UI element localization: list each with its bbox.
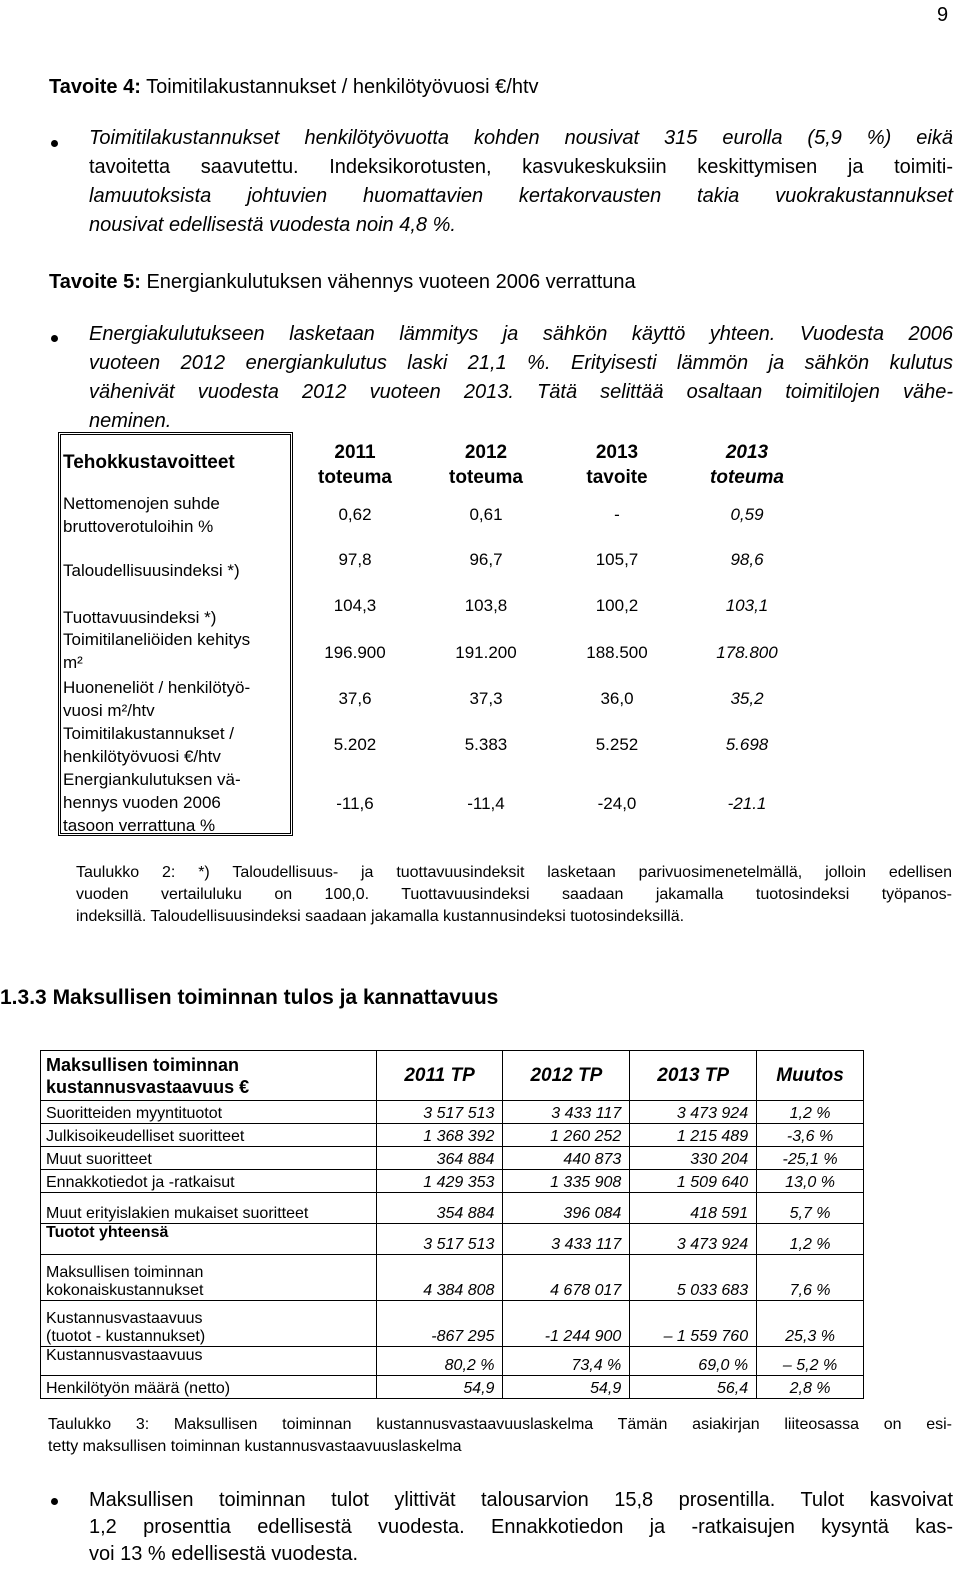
- caption-line: Taulukko 3: Maksullisen toiminnan kustannusvastaavuuslaskelma Tämän asiakirjan liiteosassa on esi-: [48, 1416, 952, 1433]
- table1-cell: 36,0: [600, 689, 634, 708]
- cell: 5,7 %: [757, 1193, 864, 1224]
- cell: 1,2 %: [757, 1224, 864, 1255]
- text-line: voi 13 % edellisestä vuodesta.: [89, 1543, 359, 1565]
- label-line: Toimitilaneliöiden kehitys: [63, 630, 251, 649]
- page-number: 9: [937, 4, 949, 26]
- col-header: 2012 TP: [503, 1051, 630, 1101]
- goal5-heading: [49, 271, 636, 294]
- col-year: 2013: [595, 442, 639, 463]
- goal5-title: Energiankulutuksen vähennys vuoteen 2006 verrattuna: [146, 271, 636, 293]
- goal4-bullet-text: [89, 124, 953, 240]
- text-line: nousivat edellisestä vuodesta noin 4,8 %.: [89, 214, 456, 236]
- cell: 3 433 117: [503, 1101, 630, 1124]
- label-line: Toimitilakustannukset /: [63, 724, 235, 743]
- cell: 1 260 252: [503, 1124, 630, 1147]
- text-line: Energiakulutukseen lasketaan lämmitys ja sähkön käyttö yhteen. Vuodesta 2006: [89, 323, 953, 345]
- label-line: kokonaiskustannukset: [46, 1282, 204, 1299]
- label-line: hennys vuoden 2006: [63, 793, 221, 812]
- table1-cell: 97,8: [338, 550, 372, 569]
- cell: 5 033 683: [630, 1255, 757, 1301]
- cell: 354 884: [376, 1193, 503, 1224]
- cell: 1 215 489: [630, 1124, 757, 1147]
- cell: 54,9: [376, 1376, 503, 1399]
- cell: 396 084: [503, 1193, 630, 1224]
- bullet-icon: [51, 335, 58, 342]
- col-year: 2011: [334, 442, 376, 463]
- cell: 69,0 %: [630, 1347, 757, 1376]
- label-line: Maksullisen toiminnan: [46, 1054, 240, 1075]
- cell: 56,4: [630, 1376, 757, 1399]
- cell: 418 591: [630, 1193, 757, 1224]
- cell: – 1 559 760: [630, 1301, 757, 1347]
- table-row: [41, 1124, 864, 1147]
- text-line: tavoitetta saavutettu. Indeksikorotusten, kasvukeskuksiin keskittymisen ja toimiti-: [89, 156, 953, 178]
- goal5-bullet-text: [89, 320, 953, 436]
- goal4-label: Tavoite 4:: [49, 76, 141, 98]
- cell: 1 335 908: [503, 1170, 630, 1193]
- table1-cell: 35,2: [730, 689, 764, 708]
- table-row: [41, 1193, 864, 1224]
- cell: – 5,2 %: [757, 1347, 864, 1376]
- caption-line: indeksillä. Taloudellisuusindeksi saadaan jakamalla kustannusindeksi tuotosindeksillä.: [76, 908, 685, 925]
- cell: 25,3 %: [757, 1301, 864, 1347]
- cell: 4 678 017: [503, 1255, 630, 1301]
- table1-cell: 105,7: [595, 550, 639, 569]
- table-row: [41, 1170, 864, 1193]
- table1-cell: 5.383: [464, 735, 508, 754]
- table-row: [41, 1101, 864, 1124]
- final-bullet-text: [89, 1487, 953, 1568]
- row-label: Henkilötyön määrä (netto): [41, 1376, 377, 1399]
- table1-cell: 5.698: [725, 735, 769, 754]
- table1-cell: 104,3: [333, 596, 377, 615]
- goal5-label: Tavoite 5:: [49, 271, 141, 293]
- cell: -25,1 %: [757, 1147, 864, 1170]
- table1-cell: 188.500: [586, 643, 648, 662]
- bullet-icon: [51, 1498, 58, 1505]
- table1-cell: 0,59: [730, 505, 764, 524]
- text-line: vuoteen 2012 energiankulutus laski 21,1 %. Erityisesti lämmön ja sähkön kulutus: [89, 352, 953, 374]
- col-header: 2011 TP: [376, 1051, 503, 1101]
- section-heading: [0, 986, 498, 1010]
- table1-header-label: Tehokkustavoitteet: [63, 452, 235, 473]
- label-line: henkilötyövuosi €/htv: [63, 747, 221, 766]
- label-line: vuosi m²/htv: [63, 701, 155, 720]
- table1-cell: 37,3: [469, 689, 503, 708]
- table1-col-header: [305, 440, 405, 490]
- cell: 440 873: [503, 1147, 630, 1170]
- label-line: Energiankulutuksen vä-: [63, 770, 241, 789]
- table1-cell: 0,62: [338, 505, 372, 524]
- cell: 3 433 117: [503, 1224, 630, 1255]
- text-line: Toimitilakustannukset henkilötyövuotta kohden nousivat 315 eurolla (5,9 %) eikä: [89, 127, 953, 149]
- row-label: Suoritteiden myyntituotot: [41, 1101, 377, 1124]
- table1-cell: 5.202: [333, 735, 377, 754]
- cell: 3 473 924: [630, 1224, 757, 1255]
- table1-row-label: Tuottavuusindeksi *): [63, 608, 217, 627]
- table1-cell: 191.200: [455, 643, 517, 662]
- row-label: Muut suoritteet: [41, 1147, 377, 1170]
- col-year: 2012: [464, 442, 508, 463]
- table1-cell: -24,0: [597, 794, 637, 813]
- label-line: Maksullisen toiminnan: [46, 1264, 204, 1281]
- row-label: Ennakkotiedot ja -ratkaisut: [41, 1170, 377, 1193]
- label-line: (tuotot - kustannukset): [46, 1328, 206, 1345]
- table-row: [41, 1255, 864, 1301]
- label-line: Nettomenojen suhde: [63, 494, 220, 513]
- cost-coverage-table: [40, 1050, 864, 1399]
- label-line: tasoon verrattuna %: [63, 816, 216, 835]
- cell: 1 429 353: [376, 1170, 503, 1193]
- row-label: Muut erityislakien mukaiset suoritteet: [41, 1193, 377, 1224]
- table2-header-label: [41, 1051, 377, 1101]
- col-year: 2013: [725, 442, 769, 463]
- table1-row-label: [63, 676, 250, 722]
- table1-col-header: [567, 440, 667, 490]
- table-row: [41, 1376, 864, 1399]
- cell: 3 517 513: [376, 1101, 503, 1124]
- cell: -867 295: [376, 1301, 503, 1347]
- table1-cell: -11,4: [467, 794, 505, 813]
- cell: 1,2 %: [757, 1101, 864, 1124]
- label-line: Huoneneliöt / henkilötyö-: [63, 678, 251, 697]
- table1-row-label: [63, 722, 234, 768]
- text-line: lamuutoksista johtuvien huomattavien kertakorvausten takia vuokrakustannukset: [89, 185, 953, 207]
- col-kind: toteuma: [318, 467, 392, 488]
- caption-line: vuoden vertailuluku on 100,0. Tuottavuusindeksi saadaan jakamalla tuotosindeksi työpanos-: [76, 886, 952, 903]
- row-label: Tuotot yhteensä: [41, 1224, 377, 1255]
- table1-col-header: [436, 440, 536, 490]
- row-label: Kustannusvastaavuus: [41, 1347, 377, 1376]
- table1-col-header: [697, 440, 797, 490]
- col-kind: tavoite: [586, 467, 648, 488]
- cell: -1 244 900: [503, 1301, 630, 1347]
- table1-cell: 98,6: [730, 550, 764, 569]
- cell: 80,2 %: [376, 1347, 503, 1376]
- table1-cell: 196.900: [324, 643, 386, 662]
- table1-cell: 100,2: [595, 596, 639, 615]
- table1-row-label: Taloudellisuusindeksi *): [63, 561, 240, 580]
- table1-cell: 103,8: [464, 596, 508, 615]
- cell: 1 368 392: [376, 1124, 503, 1147]
- cell: 54,9: [503, 1376, 630, 1399]
- table1-cell: 178.800: [716, 643, 778, 662]
- table1-cell: -: [614, 505, 620, 524]
- table-row: [41, 1224, 864, 1255]
- table1-cell: 103,1: [725, 596, 769, 615]
- text-line: neminen.: [89, 410, 172, 432]
- table1-caption: [76, 862, 952, 928]
- label-line: m²: [63, 653, 83, 672]
- cell: 13,0 %: [757, 1170, 864, 1193]
- table-row: [41, 1347, 864, 1376]
- cell: 4 384 808: [376, 1255, 503, 1301]
- goal4-title: Toimitilakustannukset / henkilötyövuosi €/htv: [146, 76, 539, 98]
- row-label: [41, 1255, 377, 1301]
- row-label: Julkisoikeudelliset suoritteet: [41, 1124, 377, 1147]
- label-line: kustannusvastaavuus €: [46, 1076, 250, 1097]
- cell: 1 509 640: [630, 1170, 757, 1193]
- label-line: Kustannusvastaavuus: [46, 1310, 203, 1327]
- caption-line: Taulukko 2: *) Taloudellisuus- ja tuottavuusindeksit lasketaan parivuosimenetelmällä, jolloin edellisen: [76, 864, 952, 881]
- text-line: Maksullisen toiminnan tulot ylittivät talousarvion 15,8 prosentilla. Tulot kasvoivat: [89, 1489, 953, 1511]
- cell: 2,8 %: [757, 1376, 864, 1399]
- bullet-icon: [51, 140, 58, 147]
- table1-cell: 37,6: [338, 689, 372, 708]
- table-header-row: [41, 1051, 864, 1101]
- table1-row-label: [63, 492, 220, 538]
- table1-cell: 0,61: [469, 505, 503, 524]
- goal4-heading: [49, 76, 539, 99]
- caption-line: tetty maksullisen toiminnan kustannusvastaavuuslaskelma: [48, 1438, 462, 1455]
- cell: -3,6 %: [757, 1124, 864, 1147]
- table1-cell: -21.1: [727, 794, 767, 813]
- cell: 73,4 %: [503, 1347, 630, 1376]
- col-header: Muutos: [757, 1051, 864, 1101]
- label-line: bruttoverotuloihin %: [63, 517, 214, 536]
- section-number: 1.3.3: [0, 986, 47, 1009]
- cell: 7,6 %: [757, 1255, 864, 1301]
- cell: 3 517 513: [376, 1224, 503, 1255]
- table1-row-label: [63, 628, 250, 674]
- cell: 364 884: [376, 1147, 503, 1170]
- text-line: 1,2 prosenttia edellisestä vuodesta. Ennakkotiedon ja -ratkaisujen kysyntä kas-: [89, 1516, 953, 1538]
- table-row: [41, 1301, 864, 1347]
- table2-caption: [48, 1414, 952, 1458]
- table1-cell: -11,6: [336, 794, 374, 813]
- col-kind: toteuma: [449, 467, 523, 488]
- table1-cell: 5.252: [595, 735, 639, 754]
- cell: 3 473 924: [630, 1101, 757, 1124]
- row-label: [41, 1301, 377, 1347]
- text-line: vähenivät vuodesta 2012 vuoteen 2013. Tätä selittää osaltaan toimitilojen vähe-: [89, 381, 953, 403]
- table-row: [41, 1147, 864, 1170]
- section-title: Maksullisen toiminnan tulos ja kannattavuus: [52, 986, 499, 1009]
- table1-row-label: [63, 768, 241, 837]
- col-header: 2013 TP: [630, 1051, 757, 1101]
- col-kind: toteuma: [710, 467, 784, 488]
- table1-cell: 96,7: [469, 550, 503, 569]
- cell: 330 204: [630, 1147, 757, 1170]
